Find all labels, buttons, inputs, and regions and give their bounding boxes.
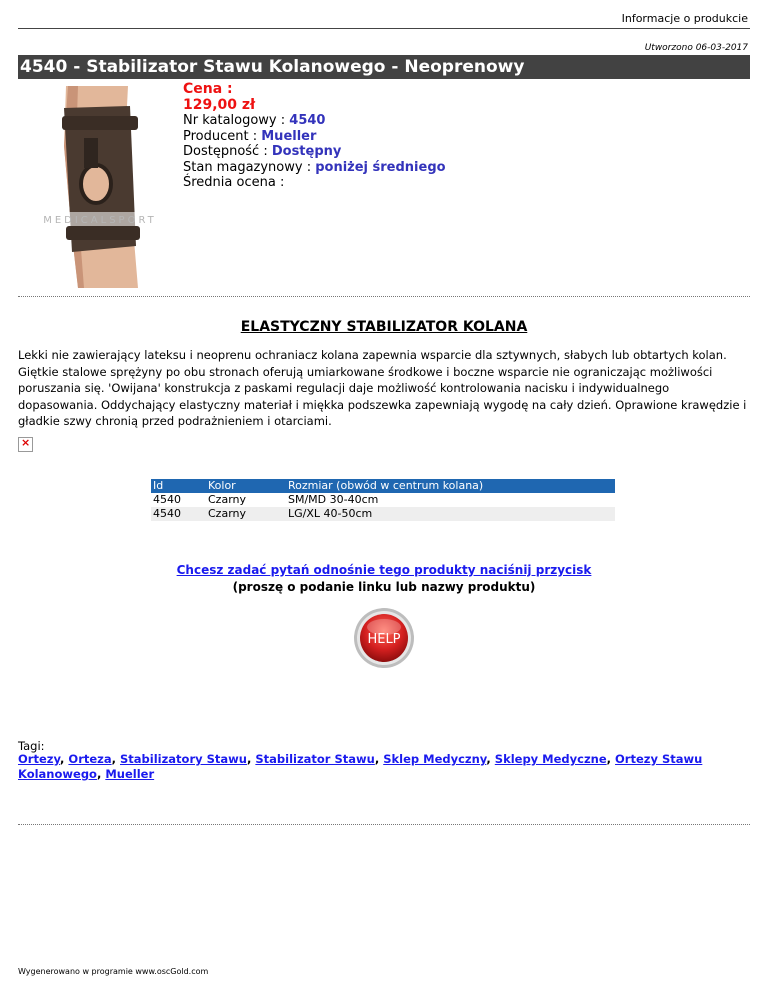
tag-link[interactable]: Mueller [105, 767, 155, 781]
producer-label: Producent : [183, 128, 262, 144]
catalog-label: Nr katalogowy : [183, 113, 290, 128]
created-date: Utworzono 06-03-2017 [644, 43, 748, 53]
product-image [28, 86, 172, 288]
tags-label: Tagi: [18, 739, 45, 753]
tag-link[interactable]: Orteza [68, 752, 112, 766]
ask-question-note: (proszę o podanie linku lub nazwy produktu) [232, 580, 536, 594]
tag-link[interactable]: Sklep Medyczny [383, 752, 487, 766]
tag-link[interactable]: Ortezy Stawu Kolanowego [18, 752, 703, 781]
cell-id: 4540 [151, 507, 206, 521]
section-divider [18, 296, 750, 297]
cell-size: SM/MD 30-40cm [288, 493, 379, 506]
price-value: 129,00 zł [183, 97, 256, 113]
availability-row [183, 144, 446, 160]
description-title: ELASTYCZNY STABILIZATOR KOLANA [240, 319, 528, 335]
footer-text: Wygenerowano w programie www.oscGold.com [18, 967, 209, 976]
section-divider [18, 824, 750, 825]
tag-link[interactable]: Stabilizator Stawu [255, 752, 375, 766]
catalog-value: 4540 [289, 113, 326, 128]
cell-color: Czarny [206, 507, 286, 521]
help-button[interactable] [353, 607, 415, 669]
producer-row [183, 129, 446, 145]
image-watermark: MEDICALSPORT [43, 215, 157, 226]
tag-link[interactable]: Ortezy [18, 752, 61, 766]
stock-value: poniżej średniego [315, 159, 446, 175]
table-header-row [151, 479, 615, 493]
table-row [151, 493, 615, 507]
price-label: Cena : [183, 81, 233, 97]
cell-id: 4540 [153, 493, 181, 506]
size-table [151, 479, 615, 521]
description-text: Lekki nie zawierający lateksu i neoprenu ochraniacz kolana zapewnia wsparcie dla sztywnych, słabych lub obtartych kolan. Giętkie stalowe sprężyny po obu stronach oferują umiarkowane środkowe i boczne wsparcie nie ograniczając możliwości poruszania się. 'Owijana' konstrukcja z paskami regulacji daje możliwość kontrolowania nacisku i indywidualnego dopasowania. Oddychający elastyczny materiał i miękka podszewka zapewniają wygodę na cały dzień. Oprawione krawędzie i gładkie szwy chronią przed podrażnieniem i otarciami. [18, 348, 747, 428]
rating-label: Średnia ocena : [183, 175, 285, 190]
header-divider [18, 28, 750, 29]
product-title: 4540 - Stabilizator Stawu Kolanowego - Neoprenowy [18, 55, 750, 79]
help-button-label: HELP [367, 632, 401, 647]
availability-value: Dostępny [271, 144, 342, 159]
tag-link[interactable]: Stabilizatory Stawu [120, 752, 247, 766]
ask-question-link[interactable]: Chcesz zadać pytań odnośnie tego produkty naciśnij przycisk [176, 563, 592, 577]
availability-label: Dostępność : [183, 144, 272, 159]
tag-link[interactable]: Sklepy Medyczne [494, 752, 607, 766]
column-header-color: Kolor [206, 479, 286, 493]
producer-value: Mueller [261, 128, 317, 144]
stock-row [183, 160, 446, 176]
rating-row [183, 175, 446, 191]
column-header-id: Id [151, 479, 206, 493]
table-row [151, 507, 615, 521]
column-header-size: Rozmiar (obwód w centrum kolana) [286, 479, 615, 493]
cell-size: LG/XL 40-50cm [286, 507, 615, 521]
catalog-row [183, 113, 446, 129]
section-label: Informacje o produkcie [621, 12, 748, 25]
product-info [183, 81, 446, 191]
cell-color: Czarny [208, 493, 247, 506]
broken-image-icon: × [18, 437, 33, 452]
stock-label: Stan magazynowy : [183, 159, 316, 175]
tags-list: Ortezy, Orteza, Stabilizatory Stawu, Stabilizator Stawu, Sklep Medyczny, Sklepy Medyczne, Ortezy Stawu Kolanowego, Mueller [18, 752, 703, 781]
